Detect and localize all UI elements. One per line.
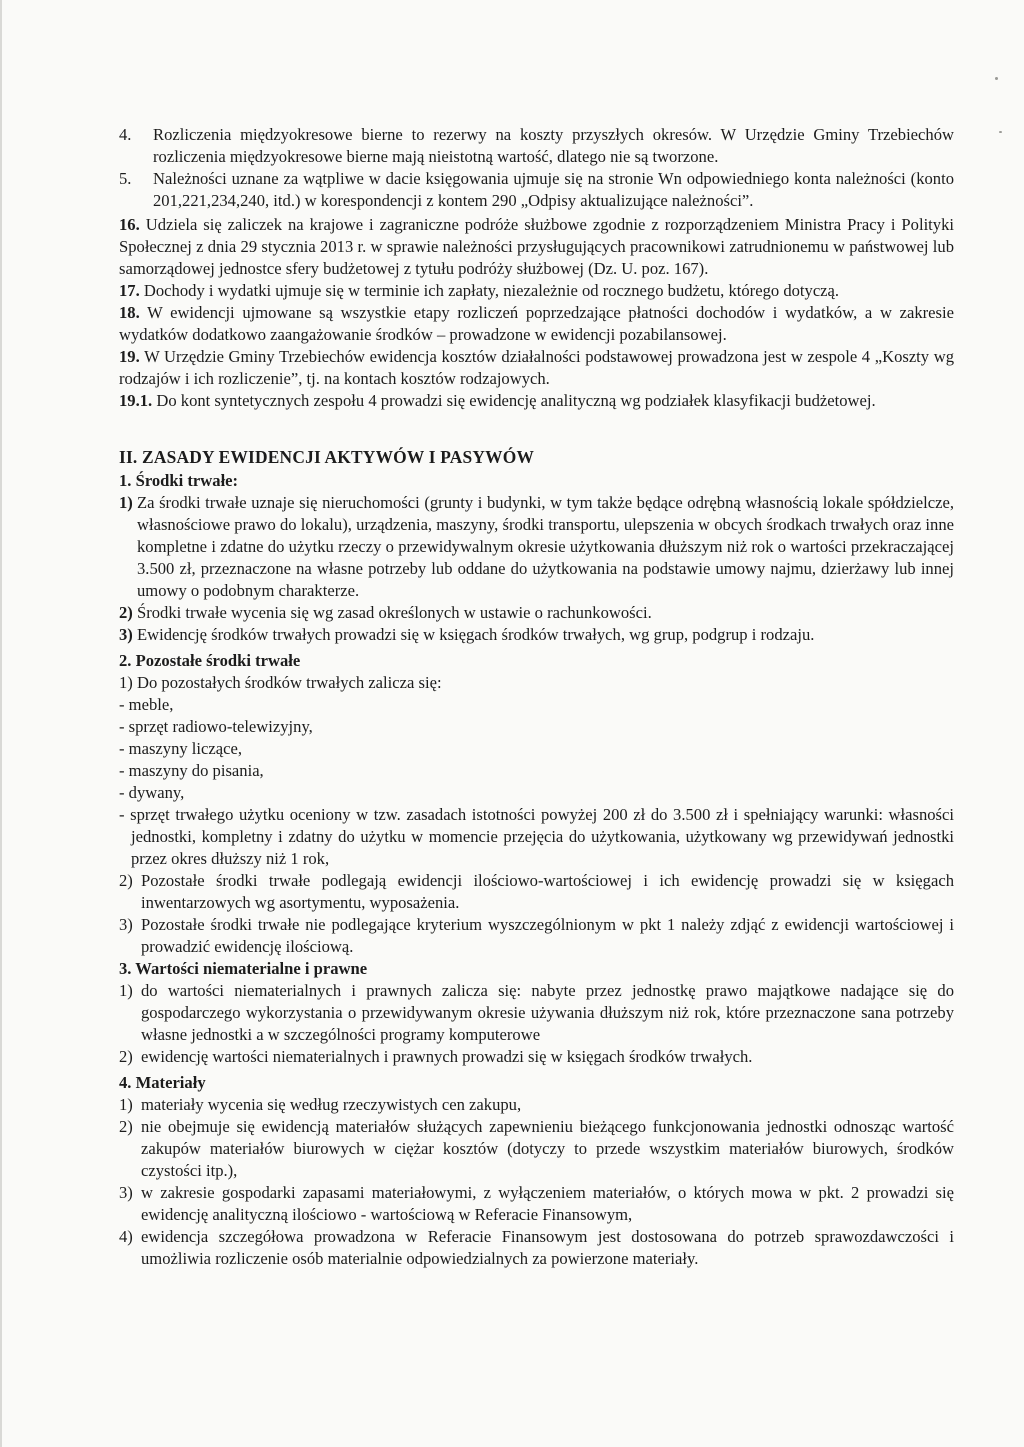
list-item-text: Środki trwałe wycenia się wg zasad określonych w ustawie o rachunkowości. [137, 603, 652, 622]
list-item [119, 492, 954, 602]
dash-item: - meble, [119, 695, 174, 714]
list-item [119, 914, 954, 958]
paragraph-text: Rozliczenia międzyokresowe bierne to rezerwy na koszty przyszłych okresów. W Urzędzie Gminy Trzebiechów rozliczenia międzyokresowe bierne mają nieistotną wartość, dlatego nie są tworzone. [153, 125, 954, 166]
dash-item: - dywany, [119, 783, 185, 802]
item-number: 18. [119, 303, 140, 322]
item-number: 17. [119, 281, 140, 300]
paragraph-19 [119, 346, 954, 390]
list-item-text: Pozostałe środki trwałe nie podlegające kryterium wyszczególnionym w pkt 1 należy zdjąć z ewidencji wartościowej i prowadzić ewidencję ilościową. [141, 915, 954, 956]
paragraph-19-1 [119, 390, 954, 412]
paragraph-4 [119, 124, 954, 168]
list-item-text: Pozostałe środki trwałe podlegają ewidencji ilościowo-wartościowej i ich ewidencję prowadzi się w księgach inwentarzowych wg asortymentu, wyposażenia. [141, 871, 954, 912]
item-number: 1) [119, 981, 133, 1000]
list-item [119, 870, 954, 914]
item-number: 5. [119, 169, 132, 188]
document-body [119, 124, 954, 1270]
item-number: 3) [119, 625, 133, 644]
list-item [119, 1226, 954, 1270]
paragraph-text: Do kont syntetycznych zespołu 4 prowadzi się ewidencję analityczną wg podziałek klasyfikacji budżetowej. [156, 391, 876, 410]
item-number: 16. [119, 215, 140, 234]
subsection-title-fixed-assets: 1. Środki trwałe: [119, 471, 239, 490]
paragraph-text: Dochody i wydatki ujmuje się w terminie ich zapłaty, niezależnie od rocznego budżetu, którego dotyczą. [143, 281, 840, 300]
item-number: 2) [119, 1047, 133, 1066]
list-item [119, 1182, 954, 1226]
subsection-title-other-fixed-assets: 2. Pozostałe środki trwałe [119, 651, 301, 670]
item-number: 2) [119, 603, 133, 622]
list-item-text: materiały wycenia się według rzeczywistych cen zakupu, [141, 1095, 522, 1114]
paragraph-text: Udziela się zaliczek na krajowe i zagraniczne podróże służbowe zgodnie z rozporządzeniem Ministra Pracy i Polityki Społecznej z dnia 29 stycznia 2013 r. w sprawie należności przysługujących pracownikowi zatrudnionemu w państwowej lub samorządowej jednostce sfery budżetowej z tytułu podróży służbowej (Dz. U. poz. 167). [119, 215, 954, 278]
list-item-text: do wartości niematerialnych i prawnych zalicza się: nabyte przez jednostkę prawo majątkowe nadające się do gospodarczego wykorzystania o przewidywanym okresie używania dłuższym niż rok, które przeznaczone sana potrzeby własne jednostki a w szczególności programy komputerowe [141, 981, 954, 1044]
list-item [119, 1116, 954, 1182]
list-item-text: w zakresie gospodarki zapasami materiałowymi, z wyłączeniem materiałów, o których mowa w pkt. 2 prowadzi się ewidencję analityczną ilościowo - wartościową w Referacie Finansowym, [141, 1183, 954, 1224]
subsection-title-materials: 4. Materiały [119, 1073, 206, 1092]
item-number: 2) [119, 871, 133, 890]
list-item-text: ewidencja szczegółowa prowadzona w Referacie Finansowym jest dostosowana do potrzeb sprawozdawczości i umożliwia rozliczenie osób materialnie odpowiedzialnych za powierzone materiały. [141, 1227, 954, 1268]
subsection-title-intangibles: 3. Wartości niematerialne i prawne [119, 959, 368, 978]
paragraph-text: W Urzędzie Gminy Trzebiechów ewidencja kosztów działalności podstawowej prowadzona jest w zespole 4 „Koszty wg rodzajów i ich rozliczenie”, tj. na kontach kosztów rodzajowych. [119, 347, 954, 388]
item-number: 19.1. [119, 391, 153, 410]
item-number: 4. [119, 125, 132, 144]
list-item-text: Ewidencję środków trwałych prowadzi się w księgach środków trwałych, wg grup, podgrup i rodzaju. [137, 625, 815, 644]
dash-item: - maszyny do pisania, [119, 761, 264, 780]
item-number: 2) [119, 1117, 133, 1136]
paragraph-18 [119, 302, 954, 346]
item-number: 3) [119, 915, 133, 934]
item-number: 19. [119, 347, 140, 366]
item-number: 3) [119, 1183, 133, 1202]
list-item: 1) Do pozostałych środków trwałych zalicza się: [119, 673, 442, 692]
list-item [119, 980, 954, 1046]
list-item [119, 602, 954, 624]
paragraph-17 [119, 280, 954, 302]
list-item [119, 1094, 954, 1116]
scan-speck [995, 77, 998, 80]
paragraph-text: W ewidencji ujmowane są wszystkie etapy rozliczeń poprzedzające płatności dochodów i wydatków, a w zakresie wydatków dodatkowo zaangażowanie środków – prowadzone w ewidencji pozabilansowej. [119, 303, 954, 344]
list-item-text: nie obejmuje się ewidencją materiałów służących zapewnieniu bieżącego funkcjonowania jednostki odnosząc wartość zakupów materiałów biurowych w ciężar kosztów (dotyczy to przede wszystkim materiałów biurowych, środków czystości itp.), [141, 1117, 954, 1180]
item-number: 4) [119, 1227, 133, 1246]
dash-item: - sprzęt radiowo-telewizyjny, [119, 717, 313, 736]
paragraph-text: Należności uznane za wątpliwe w dacie księgowania ujmuje się na stronie Wn odpowiedniego konta należności (konto 201,221,234,240, itd.) w korespondencji z kontem 290 „Odpisy aktualizujące należności”. [153, 169, 954, 210]
list-item [119, 624, 954, 646]
dash-item: - maszyny liczące, [119, 739, 243, 758]
scan-speck [999, 131, 1002, 133]
list-item-text: ewidencję wartości niematerialnych i prawnych prowadzi się w księgach środków trwałych. [141, 1047, 753, 1066]
paragraph-16 [119, 214, 954, 280]
section-heading: II. ZASADY EWIDENCJI AKTYWÓW I PASYWÓW [119, 447, 535, 467]
list-item-text: Za środki trwałe uznaje się nieruchomości (grunty i budynki, w tym także będące odrębną własnością lokale spółdzielcze, własnościowe prawo do lokalu), urządzenia, maszyny, środki transportu, ulepszenia w obcych środkach trwałych oraz inne kompletne i zdatne do użytku rzeczy o przewidywalnym okresie użytkowania dłuższym niż rok o wartości przekraczającej 3.500 zł, przeznaczone na własne potrzeby lub oddane do użytkowania na podstawie umowy najmu, dzierżawy lub innej umowy o podobnym charakterze. [137, 493, 954, 600]
dash-item: - sprzęt trwałego użytku oceniony w tzw. zasadach istotności powyżej 200 zł do 3.500 zł i spełniający warunki: własności jednostki, kompletny i zdatny do użytku w momencie przejęcia do użytkowania, użytkowany wg przewidywań jednostki przez okres dłuższy niż 1 rok, [119, 805, 954, 868]
item-number: 1) [119, 1095, 133, 1114]
list-item [119, 1046, 954, 1068]
paragraph-5 [119, 168, 954, 212]
item-number: 1) [119, 493, 133, 512]
